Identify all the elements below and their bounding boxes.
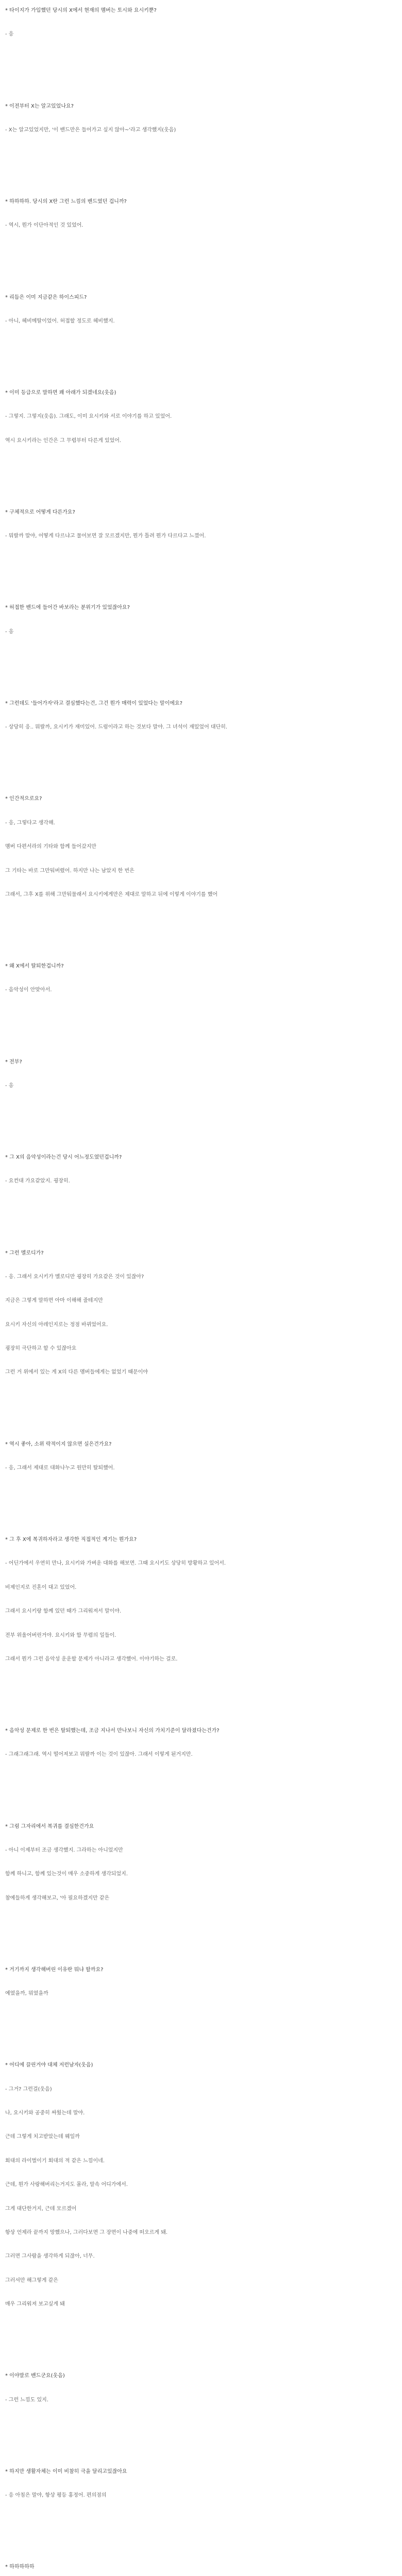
answer-line: - 그거? 그런걸(웃음) (5, 2086, 52, 2092)
answer-line: - 어딘가에서 우연히 만나, 요시키와 가벼운 대화를 해보면. 그때 요시키도 상당히 방황하고 있어서. (5, 1561, 226, 1567)
answer-line: 근데, 뭔가 사랑해버리는거지도 몰라, 말속 어디가에서. (5, 2182, 128, 2188)
answer-line: 굉장히 극단하고 할 수 있잖아요 (5, 1346, 77, 1351)
question-line: * 전부? (5, 1059, 22, 1065)
blank-line (5, 1106, 397, 1113)
blank-line (5, 1130, 397, 1138)
question-line: * 그 X의 음악성이라는건 당시 어느정도였던겁니까? (5, 1155, 122, 1160)
blank-line (5, 1011, 397, 1018)
blank-line (5, 461, 397, 468)
question-line: * 그런 멜로디가? (5, 1250, 44, 1256)
blank-line (5, 676, 397, 684)
blank-line (5, 1226, 397, 1233)
blank-line (5, 1393, 397, 1400)
blank-line (5, 652, 397, 659)
blank-line (5, 2014, 397, 2022)
question-line: * 어디에 끌린거야 대체 저런남자(웃음) (5, 2062, 93, 2069)
blank-line (5, 581, 397, 588)
blank-line (5, 2325, 397, 2332)
blank-line (5, 2540, 397, 2547)
question-line: * 음악성 문제로 한 번은 탈퇴했는데, 조금 지나서 만나보니 자신의 가치기준이 달라졌다는건가? (5, 1728, 220, 1734)
blank-line (5, 150, 397, 158)
answer-line: 전부 위울어버린거야. 요시키와 함 무렵의 일들이. (5, 1632, 116, 1638)
blank-line (5, 485, 397, 493)
answer-line: - 응 (5, 1082, 14, 1089)
blank-line (5, 2038, 397, 2045)
answer-line: 그러면 그사람을 생각하게 되잖아, 너무. (5, 2253, 95, 2260)
blank-line (5, 2444, 397, 2451)
answer-line: - 그런 느낌도 있지. (5, 2397, 48, 2403)
question-line: * 이야말로 밴드군요(웃음) (5, 2373, 65, 2379)
blank-line (5, 1775, 397, 1783)
blank-line (5, 1942, 397, 1950)
question-line: * 인간적으로요? (5, 796, 42, 802)
blank-line (5, 270, 397, 277)
question-line: * 구체적으로 어떻게 다른가요? (5, 509, 75, 515)
blank-line (5, 2420, 397, 2428)
question-line: * 이전부터 X는 알고있었나요? (5, 103, 74, 109)
answer-line: 요시키 자신의 아레인지로는 정점 바뀌었어요. (5, 1321, 108, 1328)
answer-line: - 뭐랄까 말야, 어떻게 다르냐고 물어보면 잘 모르겠지만, 뭔가 틀려 뭔가 다르다고 느꼈어. (5, 533, 206, 539)
answer-line: - 아니, 헤비메탈이었어. 허접할 정도로 헤비했지. (5, 318, 115, 324)
question-line: * 그런데도 '들어가자'라고 결심했다는건, 그건 뭔가 매력이 있었다는 말이에요? (5, 700, 182, 706)
answer-line: - 응 (5, 31, 14, 38)
answer-line: 함께 하니고, 함께 있는것이 매우 소중하게 생각되었지. (5, 1871, 128, 1877)
blank-line (5, 342, 397, 349)
blank-line (5, 366, 397, 373)
answer-line: - 응 아침은 말야, 항상 평등 홍정어. 편의점의 (5, 2493, 107, 2498)
answer-line: 그런 거 위에서 있는 게 X의 다른 멤버들에게는 없었기 때문이야 (5, 1369, 148, 1376)
blank-line (5, 1513, 397, 1520)
blank-line (5, 915, 397, 922)
blank-line (5, 1202, 397, 1209)
question-line: * 허접한 밴드에 들어간 바보라는 분위기가 있었잖아요? (5, 605, 130, 611)
answer-line: 매우 그리워져 보고싶게 돼 (5, 2301, 65, 2307)
answer-line: 비제인지로 진혼이 대고 있었어. (5, 1584, 77, 1590)
question-line: * 타이지가 가입했던 당시의 X에서 현재의 멤버는 토시와 요시키뿐? (5, 8, 157, 13)
blank-line (5, 1919, 397, 1926)
blank-line (5, 1799, 397, 1806)
answer-line: - 역시, 뭔가 이단아적인 것 있었어. (5, 223, 83, 229)
question-line: * 그 후 X에 복귀하자라고 생각한 직접적인 계기는 뭔가요? (5, 1537, 137, 1543)
answer-line: 그래서 요시키랑 함께 있던 때가 그리워져서 말이야. (5, 1608, 122, 1615)
question-line: * 왜 X에서 탈퇴한겁니까? (5, 963, 64, 969)
question-line: * 이미 등급으로 말하면 꽤 아래가 되겠네요(웃음) (5, 390, 116, 396)
answer-line: 그래서, 그후 X를 위해 그만둬물래서 요시키에게만은 제대로 말하고 뒤에 이렇게 이야기를 했어 (5, 891, 218, 897)
blank-line (5, 246, 397, 253)
blank-line (5, 1680, 397, 1687)
question-line: * 하지만 생활자체는 이미 비참히 극을 달리고있잖아요 (5, 2468, 127, 2475)
question-line: * 그럼 그자리에서 복귀를 결심한건가요 (5, 1823, 94, 1829)
answer-line: 나, 요시키와 공중히 싸웠는데 말야. (5, 2110, 85, 2116)
blank-line (5, 1035, 397, 1042)
answer-line: - 요컨대 가요같았지. 굉장히. (5, 1178, 70, 1184)
answer-line: - 음악성이 안맞아서. (5, 987, 52, 993)
question-line: * 거기까지 생각해버린 이유란 뭐냐 할까요? (5, 1967, 104, 1973)
blank-line (5, 79, 397, 86)
blank-line (5, 175, 397, 182)
blank-line (5, 1488, 397, 1496)
answer-line: 근데 그렇게 치고받았는데 웨일까 (5, 2134, 80, 2140)
answer-line: 그러셔만 해그렇게 같은 (5, 2277, 58, 2283)
answer-line: - 응. 그래서 요시키가 멜로디만 굉장히 가요같은 것이 있잖아? (5, 1274, 144, 1280)
blank-line (5, 557, 397, 564)
answer-line: 지금은 그렇게 말하면 아마 이해해 줄테지만 (5, 1298, 103, 1304)
answer-line: - 그렇지. 그렇지(웃음). 그래도, 이미 요시키와 서로 이야기를 하고 있었어. (5, 414, 172, 420)
answer-line: 그게 대단한거지, 근데 모르겠어 (5, 2206, 77, 2212)
question-line: * 하하하하하 (5, 2564, 35, 2570)
blank-line (5, 1704, 397, 1711)
blank-line (5, 939, 397, 946)
answer-line: 회대의 라이벌이기 회대의 적 같은 느낌이네. (5, 2158, 105, 2164)
answer-line: - 상당히 응.. 뭐랄까, 요시키가 재미있어. 드럼이라고 하는 것보다 말야. 그 녀석이 재밌었어 대단히. (5, 724, 228, 731)
question-line: * 하하하하. 당시의 X란 그런 느낌의 밴드였던 겁니까? (5, 199, 127, 205)
blank-line (5, 748, 397, 755)
blank-line (5, 772, 397, 779)
blank-line (5, 2516, 397, 2523)
answer-line: - 응, 그렇다고 생각해. (5, 820, 55, 826)
answer-line: 그 기타는 바로 그만둬버렸어. 하지만 나는 남았지 한 번은 (5, 868, 135, 874)
answer-line: 멤버 다편서라의 기타와 함께 들어갔지만 (5, 844, 96, 850)
question-line: * 리듬은 이미 지금같은 하이스피드? (5, 294, 87, 300)
question-line: * 역시 좋아, 소위 락적이지 않으면 실은건가요? (5, 1441, 112, 1447)
blank-line (5, 1417, 397, 1424)
answer-line: - 응, 그래서 제대로 대화나누고 원만히 탈퇴했어. (5, 1465, 115, 1471)
answer-line: 역시 요시키라는 인간은 그 무렵부터 다른게 있었어. (5, 437, 122, 444)
answer-line: - 응 (5, 629, 14, 635)
blank-line (5, 2349, 397, 2356)
blank-line (5, 55, 397, 62)
answer-line: - 아니 이제부터 조금 생각했지. 그라하는 아니었지만 (5, 1847, 123, 1853)
answer-line: - 그래그래그래. 역시 떨어져보고 뭐랄까 이는 것이 있잖아. 그래서 이렇게 된거지만. (5, 1752, 193, 1758)
answer-line: 그래서 뭔가 그런 음악성 운운할 문제가 아니라고 생각했어. 이야기하는 걸로. (5, 1656, 178, 1662)
answer-line: 참예들하게 생각해보고, '아 필요하겠지만 같은 (5, 1895, 110, 1901)
answer-line: 항상 언제라 끝까지 망했으나, 그러다보면 그 장면이 나중에 떠오르게 돼. (5, 2229, 168, 2235)
answer-line: 예였을까, 뭐였을까 (5, 1991, 48, 1997)
answer-line: - X는 알고있었지만, '이 밴드만은 들어가고 싶지 않아~'라고 생각했지(웃음) (5, 127, 176, 133)
